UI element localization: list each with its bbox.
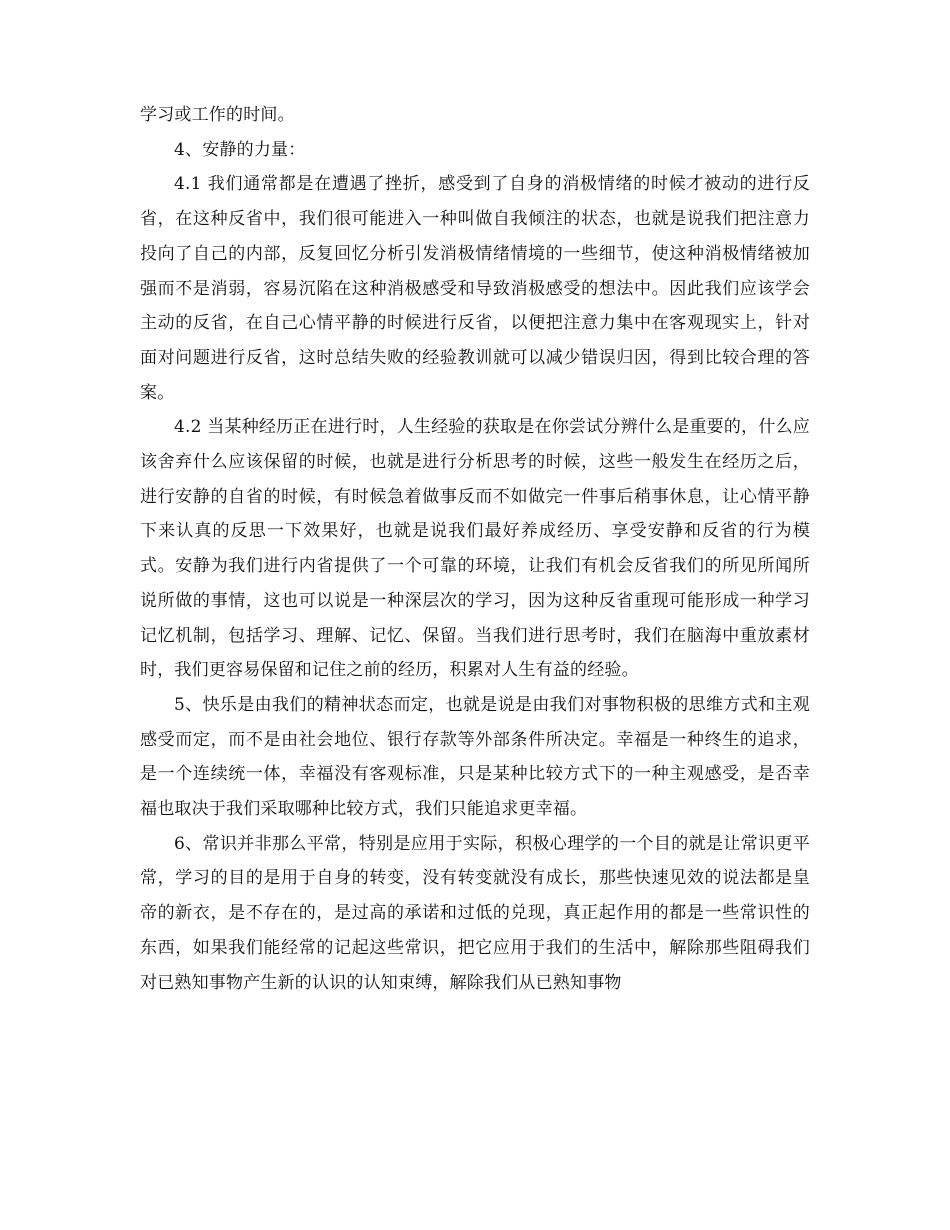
paragraph-5: 5、快乐是由我们的精神状态而定，也就是说是由我们对事物积极的思维方式和主观感受而定，而不是由社会地位、银行存款等外部条件所决定。幸福是一种终生的追求，是一个连续统一体，幸福没有客观标准，只是某种比较方式下的一种主观感受，是否幸福也取决于我们采取哪种比较方式，我们只能追求更幸福。 xyxy=(140,694,810,820)
paragraph-6: 6、常识并非那么平常，特别是应用于实际，积极心理学的一个目的就是让常识更平常，学习的目的是用于自身的转变，没有转变就没有成长，那些快速见效的说法都是皇帝的新衣，是不存在的，是过高的承诺和过低的兑现，真正起作用的都是一些常识性的东西，如果我们能经常的记起这些常识，把它应用于我们的生活中，解除那些阻碍我们对已熟知事物产生新的认识的认知束缚，解除我们从已熟知事物 xyxy=(140,833,810,993)
document-body xyxy=(140,98,810,1000)
paragraph-continuation: 学习或工作的时间。 xyxy=(140,105,295,125)
paragraph-4-2: 4.2 当某种经历正在进行时，人生经验的获取是在你尝试分辨什么是重要的，什么应该舍弃什么应该保留的时候，也就是进行分析思考的时候，这些一般发生在经历之后，进行安静的自省的时候，有时候急着做事反而不如做完一件事后稍事休息，让心情平静下来认真的反思一下效果好，也就是说我们最好养成经历、享受安静和反省的行为模式。安静为我们进行内省提供了一个可靠的环境，让我们有机会反省我们的所见所闻所说所做的事情，这也可以说是一种深层次的学习，因为这种反省重现可能形成一种学习记忆机制，包括学习、理解、记忆、保留。当我们进行思考时，我们在脑海中重放素材时，我们更容易保留和记住之前的经历，积累对人生有益的经验。 xyxy=(140,417,810,681)
section-heading-4: 4、安静的力量： xyxy=(174,139,306,160)
paragraph-4-1: 4.1 我们通常都是在遭遇了挫折，感受到了自身的消极情绪的时候才被动的进行反省，在这种反省中，我们很可能进入一种叫做自我倾注的状态，也就是说我们把注意力投向了自己的内部，反复回忆分析引发消极情绪情境的一些细节，使这种消极情绪被加强而不是消弱，容易沉陷在这种消极感受和导致消极感受的想法中。因此我们应该学会主动的反省，在自己心情平静的时候进行反省，以便把注意力集中在客观现实上，针对面对问题进行反省，这时总结失败的经验教训就可以减少错误归因，得到比较合理的答案。 xyxy=(140,174,810,403)
